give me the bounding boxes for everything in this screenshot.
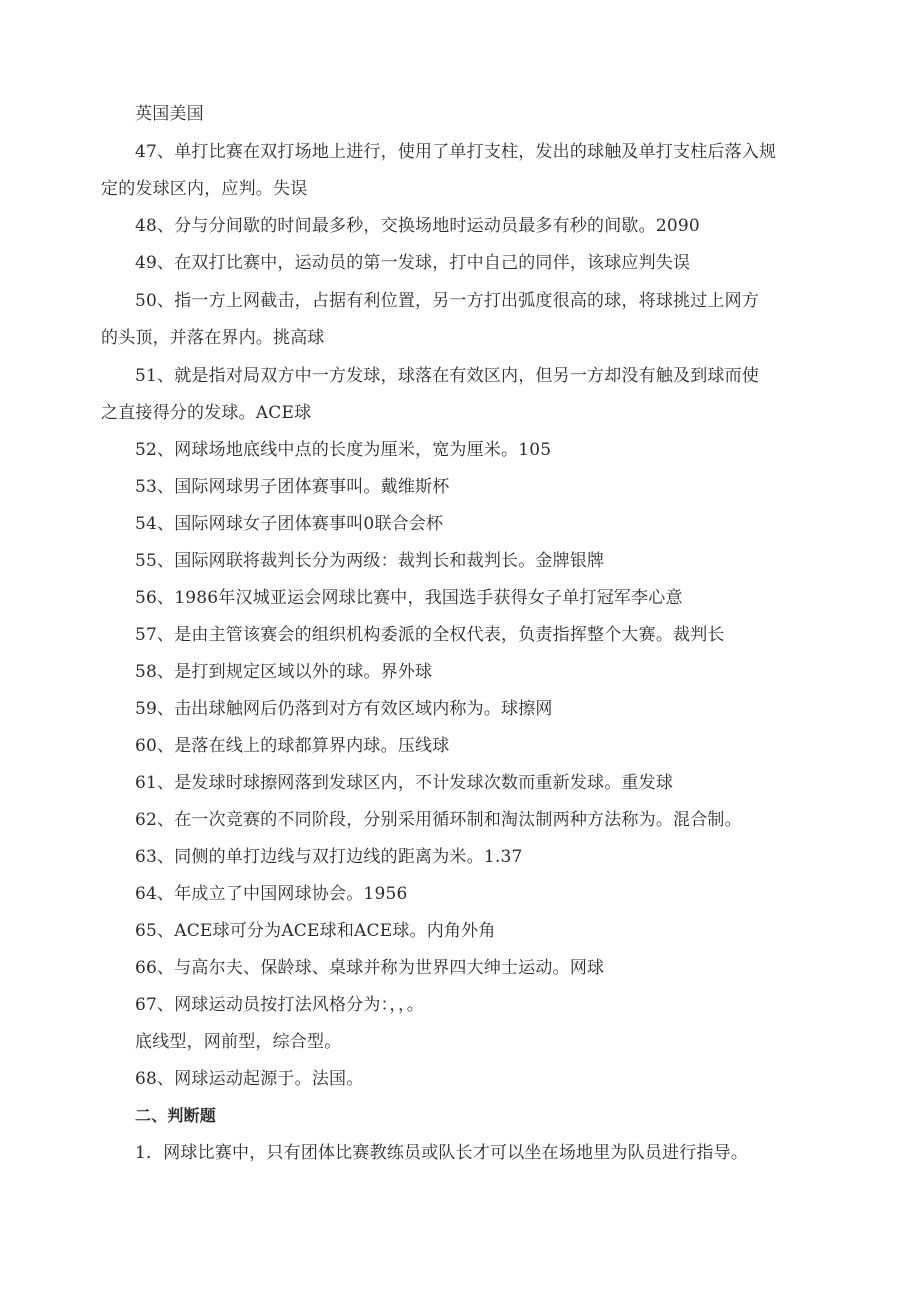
question-54: 54、国际网球女子团体赛事叫0联合会杯 bbox=[135, 514, 444, 534]
question-55: 55、国际网联将裁判长分为两级：裁判长和裁判长。金牌银牌 bbox=[135, 551, 605, 571]
question-56: 56、1986年汉城亚运会网球比赛中，我国选手获得女子单打冠军李心意 bbox=[135, 588, 683, 608]
question-47-cont: 定的发球区内，应判。失误 bbox=[101, 179, 308, 199]
question-65: 65、ACE球可分为ACE球和ACE球。内角外角 bbox=[135, 921, 496, 941]
question-62: 62、在一次竞赛的不同阶段，分别采用循环制和淘汰制两种方法称为。混合制。 bbox=[135, 810, 742, 830]
question-67: 67、网球运动员按打法风格分为：，，。 bbox=[135, 995, 424, 1015]
question-53: 53、国际网球男子团体赛事叫。戴维斯杯 bbox=[135, 477, 450, 497]
question-68: 68、网球运动起源于。法国。 bbox=[135, 1069, 364, 1089]
question-52: 52、网球场地底线中点的长度为厘米，宽为厘米。105 bbox=[135, 440, 552, 460]
question-48: 48、分与分间歇的时间最多秒，交换场地时运动员最多有秒的间歇。2090 bbox=[135, 216, 700, 236]
question-61: 61、是发球时球擦网落到发球区内，不计发球次数而重新发球。重发球 bbox=[135, 773, 674, 793]
question-59: 59、击出球触网后仍落到对方有效区域内称为。球擦网 bbox=[135, 699, 553, 719]
question-49: 49、在双打比赛中，运动员的第一发球，打中自己的同伴，该球应判失误 bbox=[135, 253, 691, 273]
section-heading: 二、判断题 bbox=[135, 1106, 217, 1125]
question-47: 47、单打比赛在双打场地上进行，使用了单打支柱，发出的球触及单打支柱后落入规 bbox=[135, 142, 777, 162]
question-64: 64、年成立了中国网球协会。1956 bbox=[135, 884, 408, 904]
question-66: 66、与高尔夫、保龄球、桌球并称为世界四大绅士运动。网球 bbox=[135, 958, 605, 978]
text-line: 英国美国 bbox=[135, 104, 204, 124]
question-60: 60、是落在线上的球都算界内球。压线球 bbox=[135, 736, 450, 756]
question-67-answer: 底线型，网前型，综合型。 bbox=[135, 1032, 342, 1052]
question-63: 63、同侧的单打边线与双打边线的距离为米。1.37 bbox=[135, 847, 523, 867]
question-50-cont: 的头顶，并落在界内。挑高球 bbox=[101, 328, 325, 348]
judgment-question-1: 1．网球比赛中，只有团体比赛教练员或队长才可以坐在场地里为队员进行指导。 bbox=[135, 1143, 749, 1163]
question-51: 51、就是指对局双方中一方发球，球落在有效区内，但另一方却没有触及到球而使 bbox=[135, 366, 760, 386]
question-50: 50、指一方上网截击，占据有利位置，另一方打出弧度很高的球，将球挑过上网方 bbox=[135, 291, 760, 311]
question-57: 57、是由主管该赛会的组织机构委派的全权代表，负责指挥整个大赛。裁判长 bbox=[135, 625, 725, 645]
question-51-cont: 之直接得分的发球。ACE球 bbox=[101, 403, 312, 423]
question-58: 58、是打到规定区域以外的球。界外球 bbox=[135, 662, 433, 682]
